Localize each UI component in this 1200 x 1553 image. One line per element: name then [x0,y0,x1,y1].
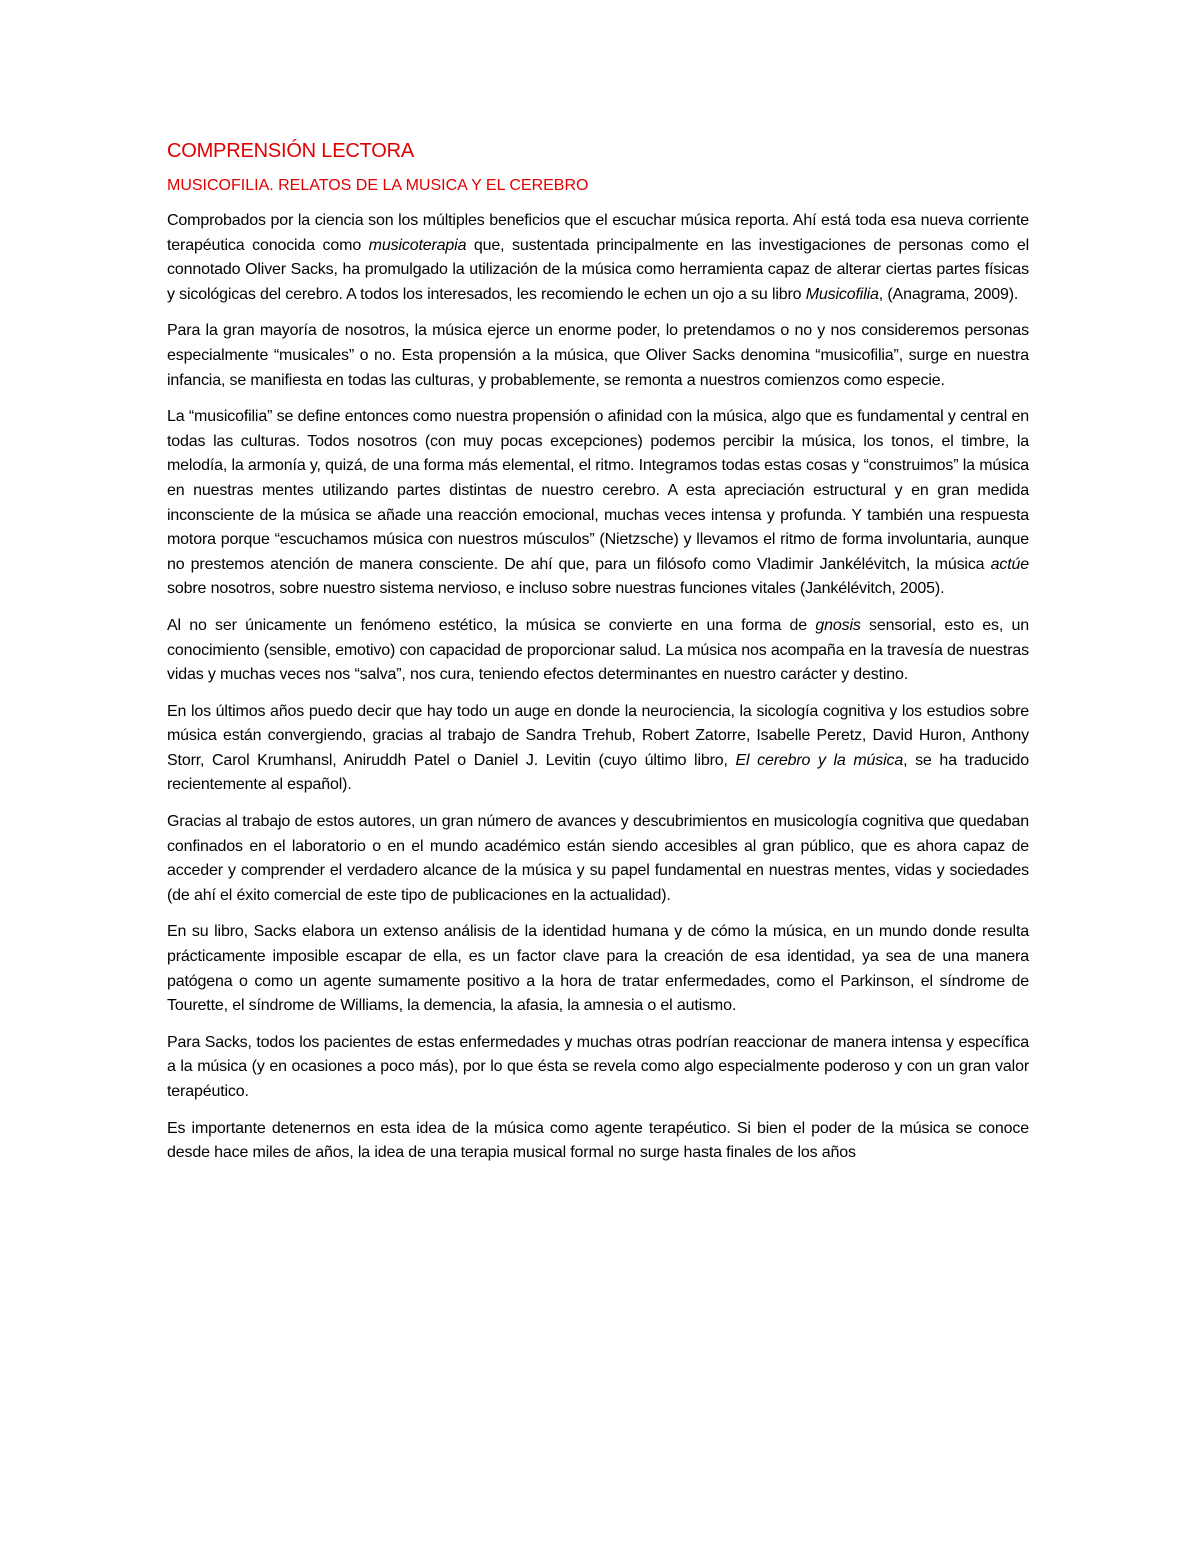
text-run: Para la gran mayoría de nosotros, la música ejerce un enorme poder, lo pretendamos o no y nos consideremos personas especialmente “musicales” o no. Esta propensión a la música, que Oliver Sacks denomina “musicofilia”, surge en nuestra infancia, se manifiesta en todas las culturas, y probablemente, se remonta a nuestros comienzos como especie. [167,322,1029,389]
text-run: Es importante detenernos en esta idea de la música como agente terapéutico. Si bien el poder de la música se conoce desde hace miles de años, la idea de una terapia musical formal no surge hasta finales de los años [167,1119,1029,1162]
paragraph [167,810,1029,908]
text-run: Para Sacks, todos los pacientes de estas enfermedades y muchas otras podrían reaccionar de manera intensa y específica a la música (y en ocasiones a poco más), por lo que ésta se revela como algo especialmente poderoso y con un gran valor terapéutico. [167,1033,1029,1100]
paragraph [167,1031,1029,1105]
document-body [167,209,1029,1166]
paragraph [167,209,1029,307]
text-run: , (Anagrama, 2009). [878,285,1019,303]
document-page [167,140,1029,1178]
text-run: En los últimos años puedo decir que hay todo un auge en donde la neurociencia, la sicología cognitiva y los estudios sobre música están convergiendo, gracias al trabajo de Sandra Trehub, Robert Zatorre, Isabelle Peretz, David Huron, Anthony Storr, Carol Krumhansl, Aniruddh Patel o Daniel J. Levitin (cuyo último libro, [167,702,1029,769]
paragraph [167,920,1029,1018]
paragraph [167,405,1029,602]
text-run: sobre nosotros, sobre nuestro sistema nervioso, e incluso sobre nuestras funciones vitales (Jankélévitch, 2005). [167,580,945,598]
document-title: COMPRENSIÓN LECTORA [167,140,414,162]
paragraph [167,700,1029,798]
paragraph [167,1117,1029,1166]
text-run: sensorial, esto es, un conocimiento (sensible, emotivo) con capacidad de proporcionar salud. La música nos acompaña en la travesía de nuestras vidas y muchas veces nos “salva”, nos cura, teniendo efectos determinantes en nuestro carácter y destino. [167,616,1029,684]
italic-text-run: Musicofilia [805,285,879,303]
text-run: que, sustentada principalmente en las investigaciones de personas como el connotado Oliver Sacks, ha promulgado la utilización de la música como herramienta capaz de alterar ciertas partes físicas y sicológicas del cerebro. A todos los interesados, les recomiendo le echen un ojo a su libro [167,236,1029,303]
text-run: En su libro, Sacks elabora un extenso análisis de la identidad humana y de cómo la música, en un mundo donde resulta prácticamente imposible escapar de ella, es un factor clave para la creación de esa identidad, ya sea de una manera patógena o como un agente sumamente positivo a la hora de tratar enfermedades, como el Parkinson, el síndrome de Tourette, el síndrome de Williams, la demencia, la afasia, la amnesia o el autismo. [167,923,1029,1015]
paragraph [167,319,1029,393]
text-run: La “musicofilia” se define entonces como nuestra propensión o afinidad con la música, algo que es fundamental y central en todas las culturas. Todos nosotros (con muy pocas excepciones) podemos percibir la música, los tonos, el timbre, la melodía, la armonía y, quizá, de una forma más elemental, el ritmo. Integramos todas estas cosas y “construimos” la música en nuestras mentes utilizando partes distintas de nuestro cerebro. A esta apreciación estructural y en gran medida inconsciente de la música se añade una reacción emocional, muchas veces intensa y profunda. Y también una respuesta motora porque “escuchamos música con nuestros músculos” (Nietzsche) y llevamos el ritmo de forma involuntaria, aunque no prestemos atención de manera consciente. De ahí que, para un filósofo como Vladimir Jankélévitch, la música [167,408,1029,573]
document-subtitle: MUSICOFILIA. RELATOS DE LA MUSICA Y EL CEREBRO [167,177,589,194]
italic-text-run: El cerebro y la música [735,751,904,769]
text-run: Gracias al trabajo de estos autores, un gran número de avances y descubrimientos en musicología cognitiva que quedaban confinados en el laboratorio o en el mundo académico están siendo accesibles al gran público, que es ahora capaz de acceder y comprender el verdadero alcance de la música y su papel fundamental en nuestras mentes, vidas y sociedades (de ahí el éxito comercial de este tipo de publicaciones en la actualidad). [167,813,1029,904]
text-run: Al no ser únicamente un fenómeno estético, la música se convierte en una forma de [167,616,816,634]
paragraph [167,614,1029,688]
italic-text-run: gnosis [815,616,861,634]
text-run: Comprobados por la ciencia son los múltiples beneficios que el escuchar música reporta. Ahí está toda esa nueva corriente terapéutica conocida como [167,212,1029,254]
text-run: , se ha traducido recientemente al español). [167,751,1029,794]
italic-text-run: actúe [990,555,1029,573]
italic-text-run: musicoterapia [368,236,467,254]
